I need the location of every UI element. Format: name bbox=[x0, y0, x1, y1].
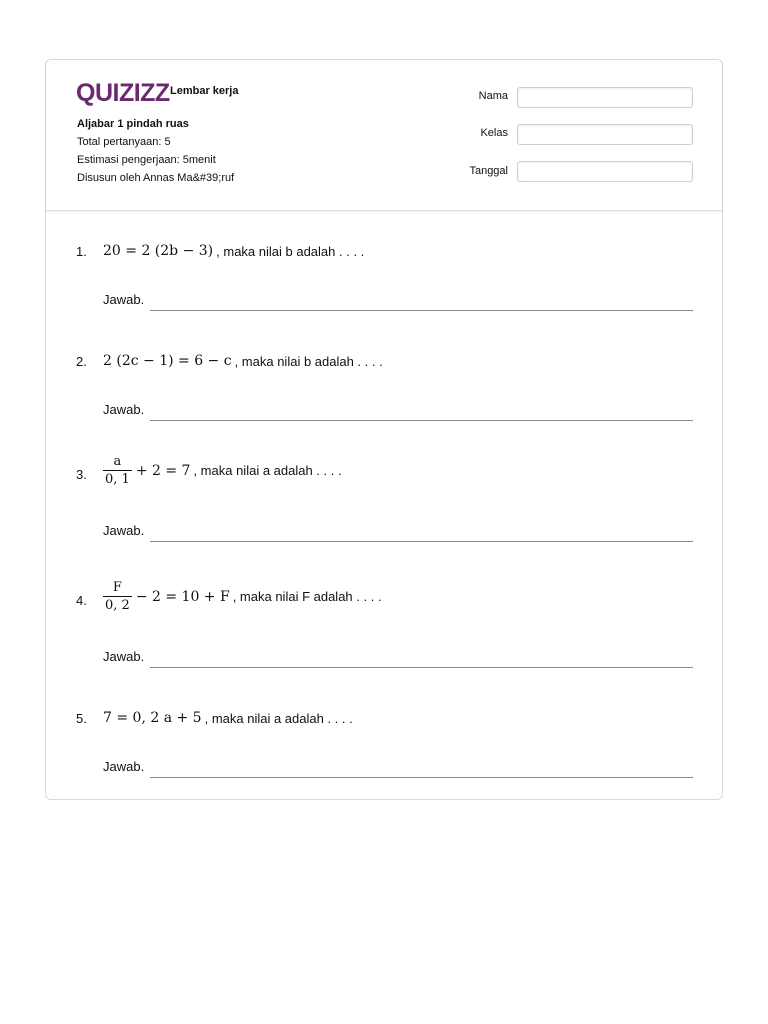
fraction bbox=[103, 453, 132, 488]
author: Disusun oleh Annas Ma&#39;ruf bbox=[77, 172, 235, 184]
answer-line[interactable] bbox=[150, 310, 693, 311]
question-text bbox=[103, 243, 364, 259]
estimated-time: Estimasi pengerjaan: 5menit bbox=[77, 154, 216, 166]
answer-label: Jawab. bbox=[103, 292, 145, 307]
worksheet-header bbox=[46, 60, 722, 211]
question-number: 3. bbox=[76, 467, 87, 482]
worksheet bbox=[45, 59, 723, 800]
question-text bbox=[103, 710, 353, 726]
fraction-numerator: a bbox=[113, 454, 122, 469]
worksheet-title: Aljabar 1 pindah ruas bbox=[77, 118, 189, 130]
answer-line[interactable] bbox=[150, 420, 693, 421]
answer-label: Jawab. bbox=[103, 523, 145, 538]
fraction-denominator: 0, 2 bbox=[105, 598, 130, 613]
fraction bbox=[103, 579, 132, 614]
class-label: Kelas bbox=[480, 127, 508, 139]
equation: 20 = 2 (2b − 3) bbox=[103, 243, 214, 259]
answer-line[interactable] bbox=[150, 667, 693, 668]
equation: + 2 = 7 bbox=[135, 462, 191, 479]
question-prompt: , maka nilai b adalah . . . . bbox=[234, 353, 383, 369]
answer-line[interactable] bbox=[150, 777, 693, 778]
equation: 7 = 0, 2 a + 5 bbox=[103, 710, 202, 726]
date-field[interactable] bbox=[517, 161, 693, 182]
question-text bbox=[103, 353, 383, 369]
answer-label: Jawab. bbox=[103, 402, 145, 417]
question-number: 2. bbox=[76, 354, 87, 369]
fraction-denominator: 0, 1 bbox=[105, 472, 130, 487]
class-field[interactable] bbox=[517, 124, 693, 145]
equation: − 2 = 10 + F bbox=[135, 588, 230, 605]
question-number: 4. bbox=[76, 593, 87, 608]
question-text bbox=[103, 453, 342, 488]
question-prompt: , maka nilai F adalah . . . . bbox=[232, 589, 382, 604]
question-prompt: , maka nilai a adalah . . . . bbox=[204, 710, 353, 726]
fraction-numerator: F bbox=[112, 580, 122, 595]
name-label: Nama bbox=[478, 90, 508, 102]
worksheet-type-label: Lembar kerja bbox=[170, 85, 239, 97]
question-prompt: , maka nilai b adalah . . . . bbox=[216, 243, 365, 259]
answer-line[interactable] bbox=[150, 541, 693, 542]
quizizz-logo: QUIZIZZ bbox=[76, 79, 170, 107]
question-text bbox=[103, 579, 382, 614]
equation: 2 (2c − 1) = 6 − c bbox=[103, 353, 232, 369]
date-label: Tanggal bbox=[469, 165, 508, 177]
total-questions: Total pertanyaan: 5 bbox=[77, 136, 171, 148]
answer-label: Jawab. bbox=[103, 649, 145, 664]
name-field[interactable] bbox=[517, 87, 693, 108]
question-number: 5. bbox=[76, 711, 87, 726]
question-number: 1. bbox=[76, 244, 87, 259]
answer-label: Jawab. bbox=[103, 759, 145, 774]
question-prompt: , maka nilai a adalah . . . . bbox=[193, 463, 342, 478]
